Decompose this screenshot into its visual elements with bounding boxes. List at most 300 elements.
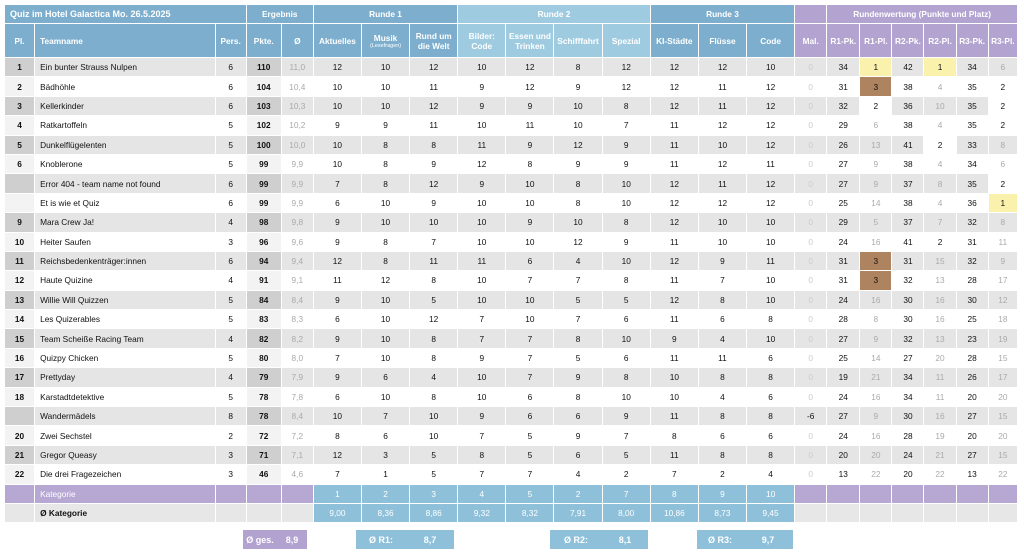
team-persons: 6 [215,174,246,193]
category-score: 5 [410,465,458,484]
team-persons: 3 [215,445,246,464]
category-title: KI-Städte [656,35,693,46]
round3-place: 20 [988,426,1017,445]
category-score: 2 [698,465,746,484]
round2-place: 4 [924,154,956,173]
round3-points: 20 [956,387,988,406]
category-score: 9 [458,348,506,367]
category-score: 7 [602,116,650,135]
round1-place: 22 [860,465,892,484]
round1-points: 24 [827,290,860,309]
team-persons: 5 [215,154,246,173]
round3-place: 2 [988,174,1017,193]
category-score: 8 [410,348,458,367]
col-platz: Pl. [5,24,35,58]
team-points: 99 [246,174,281,193]
team-average: 8,0 [281,348,313,367]
team-persons: 8 [215,407,246,426]
team-malus: 0 [795,135,827,154]
round2-place: 16 [924,310,956,329]
category-score: 6 [506,407,554,426]
category-score: 4 [554,251,602,270]
col-category-6 [554,24,602,58]
round1-points: 24 [827,387,860,406]
category-score: 10 [361,193,409,212]
round2-place: 21 [924,445,956,464]
round3-place: 2 [988,77,1017,96]
team-malus: 0 [795,271,827,290]
team-place: 1 [5,58,35,77]
table-row [5,232,1018,251]
round1-points: 29 [827,213,860,232]
category-score: 6 [361,368,409,387]
round1-points: 20 [827,445,860,464]
category-score: 8 [698,445,746,464]
category-score: 6 [602,310,650,329]
round2-place: 15 [924,251,956,270]
category-score: 11 [650,116,698,135]
category-score: 2 [602,465,650,484]
team-place: 14 [5,310,35,329]
team-average: 4,6 [281,465,313,484]
team-name: Zwei Sechstel [35,426,216,445]
category-score: 11 [650,135,698,154]
team-average: 8,3 [281,310,313,329]
category-score: 12 [458,154,506,173]
table-row [5,251,1018,270]
team-place [5,193,35,212]
round2-points: 37 [892,213,924,232]
summary-total-value: 8,9 [277,530,307,549]
team-malus: 0 [795,213,827,232]
avg-blank [827,503,860,522]
category-score: 12 [650,96,698,115]
category-score: 10 [458,213,506,232]
category-score: 8 [747,445,795,464]
round1-points: 27 [827,329,860,348]
table-row [5,135,1018,154]
table-row [5,271,1018,290]
round2-place: 8 [924,174,956,193]
team-points: 104 [246,77,281,96]
team-place: 13 [5,290,35,309]
category-score: 9 [458,407,506,426]
col-round-6: R3-Pl. [988,24,1017,58]
round1-place: 9 [860,329,892,348]
category-score: 7 [554,271,602,290]
category-score: 10 [554,116,602,135]
category-score: 7 [554,310,602,329]
category-score: 8 [602,368,650,387]
round2-place: 2 [924,232,956,251]
round3-place: 18 [988,310,1017,329]
category-score: 10 [313,77,361,96]
round2-place: 19 [924,426,956,445]
category-score: 8 [554,193,602,212]
category-score: 5 [554,348,602,367]
team-malus: 0 [795,116,827,135]
category-score: 8 [650,426,698,445]
team-average: 9,6 [281,232,313,251]
team-malus: 0 [795,465,827,484]
category-score: 7 [506,329,554,348]
category-score: 9 [458,174,506,193]
category-score: 12 [602,77,650,96]
category-score: 10 [361,96,409,115]
category-score: 6 [313,310,361,329]
category-score: 7 [650,465,698,484]
col-round-4: R2-Pl. [924,24,956,58]
category-score: 12 [410,96,458,115]
round2-place: 13 [924,329,956,348]
category-score: 10 [410,426,458,445]
summary-r3 [697,530,793,549]
summary-total-label: Ø ges. [243,530,277,549]
team-place: 15 [5,329,35,348]
category-score: 10 [602,387,650,406]
category-score: 12 [747,96,795,115]
category-score: 11 [650,271,698,290]
round2-place: 20 [924,348,956,367]
category-score: 9 [554,77,602,96]
category-score: 7 [410,232,458,251]
round3-place: 15 [988,445,1017,464]
round1-points: 32 [827,96,860,115]
kategorie-number: 1 [313,484,361,503]
category-score: 12 [650,290,698,309]
col-category-8 [650,24,698,58]
category-score: 9 [313,213,361,232]
round2-points: 31 [892,251,924,270]
category-score: 11 [506,116,554,135]
category-score: 12 [313,445,361,464]
category-score: 8 [554,329,602,348]
team-name: Mara Crew Ja! [35,213,216,232]
category-score: 8 [554,174,602,193]
table-row [5,348,1018,367]
team-persons: 4 [215,368,246,387]
category-score: 11 [698,77,746,96]
team-name: Haute Quizine [35,271,216,290]
round2-points: 20 [892,465,924,484]
team-malus: -6 [795,407,827,426]
round1-place: 21 [860,368,892,387]
round1-place: 1 [860,58,892,77]
team-place: 10 [5,232,35,251]
team-persons: 6 [215,77,246,96]
category-score: 12 [698,154,746,173]
team-name: Ein bunter Strauss Nulpen [35,58,216,77]
avg-blank [924,503,956,522]
round2-place: 16 [924,290,956,309]
category-score: 10 [458,116,506,135]
round2-points: 32 [892,271,924,290]
category-score: 7 [458,329,506,348]
team-persons: 5 [215,290,246,309]
category-title: Spezial [611,35,641,46]
category-score: 7 [361,407,409,426]
col-category-1 [313,24,361,58]
category-score: 4 [554,465,602,484]
team-place: 11 [5,251,35,270]
category-score: 10 [361,290,409,309]
category-score: 12 [698,116,746,135]
col-category-9 [698,24,746,58]
round3-place: 12 [988,290,1017,309]
round1-place: 6 [860,116,892,135]
table-row [5,96,1018,115]
round3-place: 15 [988,348,1017,367]
kategorie-blank [827,484,860,503]
category-score: 10 [602,329,650,348]
category-score: 8 [410,329,458,348]
runde3-header: Runde 3 [650,5,794,24]
category-score: 10 [313,96,361,115]
category-average: 8,00 [602,503,650,522]
team-average: 9,9 [281,174,313,193]
category-score: 10 [602,193,650,212]
category-score: 12 [313,251,361,270]
category-score: 8 [361,135,409,154]
table-row [5,193,1018,212]
team-malus: 0 [795,232,827,251]
round3-place: 2 [988,96,1017,115]
table-row [5,290,1018,309]
team-malus: 0 [795,290,827,309]
avg-blank [956,503,988,522]
team-malus: 0 [795,193,827,212]
col-teamname: Teamname [35,24,216,58]
category-score: 4 [698,329,746,348]
category-title: Rund um [415,30,452,41]
category-score: 9 [650,329,698,348]
team-malus: 0 [795,58,827,77]
round1-points: 19 [827,368,860,387]
category-score: 12 [650,193,698,212]
team-name: Team Scheiße Racing Team [35,329,216,348]
category-score: 10 [361,348,409,367]
summary-r1-label: Ø R1: [356,530,406,549]
category-score: 6 [698,426,746,445]
round1-place: 9 [860,407,892,426]
category-score: 10 [506,174,554,193]
col-round-3: R2-Pk. [892,24,924,58]
round3-place: 17 [988,368,1017,387]
round3-points: 33 [956,135,988,154]
category-score: 8 [698,290,746,309]
category-score: 8 [747,310,795,329]
category-score: 7 [313,465,361,484]
team-place: 6 [5,154,35,173]
round3-points: 32 [956,213,988,232]
category-score: 12 [650,213,698,232]
category-average: 7,91 [554,503,602,522]
category-score: 11 [650,445,698,464]
category-score: 10 [458,368,506,387]
category-score: 7 [506,271,554,290]
round3-points: 36 [956,193,988,212]
avg-blank [795,503,827,522]
kategorie-number: 10 [747,484,795,503]
category-score: 10 [361,213,409,232]
category-score: 9 [313,232,361,251]
category-score: 12 [650,77,698,96]
round2-place: 22 [924,465,956,484]
category-score: 9 [506,96,554,115]
round1-points: 34 [827,58,860,77]
category-score: 10 [602,174,650,193]
category-score: 11 [698,348,746,367]
category-score: 7 [506,465,554,484]
category-score: 10 [361,329,409,348]
category-score: 11 [458,251,506,270]
round3-points: 34 [956,154,988,173]
team-name: Kellerkinder [35,96,216,115]
team-malus: 0 [795,96,827,115]
category-score: 9 [410,154,458,173]
round1-place: 16 [860,387,892,406]
category-score: 7 [313,174,361,193]
col-punkte: Pkte. [246,24,281,58]
table-row [5,426,1018,445]
category-score: 10 [747,271,795,290]
team-malus: 0 [795,77,827,96]
team-place: 21 [5,445,35,464]
round2-points: 42 [892,58,924,77]
category-score: 9 [602,407,650,426]
round1-place: 3 [860,271,892,290]
round1-points: 28 [827,310,860,329]
category-subtitle: die Welt [417,40,450,51]
round1-place: 5 [860,213,892,232]
category-score: 8 [554,387,602,406]
category-score: 12 [698,193,746,212]
category-average: 9,45 [747,503,795,522]
team-malus: 0 [795,426,827,445]
mal-header-blank [795,5,827,24]
category-score: 8 [410,135,458,154]
category-score: 5 [554,290,602,309]
round2-points: 37 [892,174,924,193]
col-malus: Mal. [795,24,827,58]
kategorie-number: 9 [698,484,746,503]
category-score: 6 [747,348,795,367]
category-score: 10 [313,154,361,173]
category-score: 5 [506,426,554,445]
round2-points: 32 [892,329,924,348]
category-score: 9 [698,251,746,270]
summary-r3-value: 9,7 [743,530,793,549]
category-score: 6 [313,387,361,406]
category-score: 10 [650,368,698,387]
team-malus: 0 [795,445,827,464]
round2-points: 24 [892,445,924,464]
round1-place: 8 [860,310,892,329]
team-average: 7,2 [281,426,313,445]
table-row [5,174,1018,193]
category-score: 8 [602,271,650,290]
category-score: 11 [410,251,458,270]
category-score: 10 [313,407,361,426]
round1-place: 16 [860,232,892,251]
category-score: 10 [506,290,554,309]
team-points: 71 [246,445,281,464]
category-score: 10 [506,310,554,329]
team-average: 8,4 [281,407,313,426]
round1-points: 31 [827,251,860,270]
category-score: 11 [650,348,698,367]
category-score: 8 [554,58,602,77]
kategorie-blank [892,484,924,503]
team-place: 16 [5,348,35,367]
team-place [5,174,35,193]
team-persons: 4 [215,213,246,232]
round3-points: 25 [956,310,988,329]
team-points: 72 [246,426,281,445]
team-average: 10,3 [281,96,313,115]
col-round-5: R3-Pk. [956,24,988,58]
team-average: 10,0 [281,135,313,154]
category-score: 10 [747,329,795,348]
team-place: 12 [5,271,35,290]
category-score: 12 [747,135,795,154]
kategorie-blank [924,484,956,503]
team-place: 5 [5,135,35,154]
round3-points: 27 [956,407,988,426]
category-score: 5 [602,445,650,464]
team-place: 17 [5,368,35,387]
kategorie-number: 2 [554,484,602,503]
round3-place: 22 [988,465,1017,484]
category-score: 10 [458,58,506,77]
category-score: 5 [410,445,458,464]
team-name: Reichsbedenkenträger:innen [35,251,216,270]
ergebnis-header: Ergebnis [246,5,313,24]
category-score: 6 [747,426,795,445]
table-row [5,387,1018,406]
category-score: 11 [747,251,795,270]
round1-place: 2 [860,96,892,115]
round2-place: 4 [924,193,956,212]
category-score: 6 [602,348,650,367]
category-score: 9 [554,368,602,387]
team-average: 7,9 [281,368,313,387]
category-score: 12 [747,116,795,135]
round3-place: 19 [988,329,1017,348]
team-points: 83 [246,310,281,329]
category-score: 10 [361,58,409,77]
team-malus: 0 [795,154,827,173]
round1-points: 25 [827,193,860,212]
team-persons: 6 [215,193,246,212]
team-persons: 3 [215,232,246,251]
team-points: 78 [246,387,281,406]
category-score: 9 [313,290,361,309]
team-average: 11,0 [281,58,313,77]
team-persons: 2 [215,426,246,445]
category-score: 7 [458,310,506,329]
category-score: 6 [506,251,554,270]
round1-points: 27 [827,174,860,193]
round1-points: 26 [827,135,860,154]
category-score: 3 [361,445,409,464]
team-points: 99 [246,154,281,173]
round1-place: 3 [860,77,892,96]
round2-place: 13 [924,271,956,290]
round3-points: 31 [956,232,988,251]
round3-place: 6 [988,58,1017,77]
round1-place: 3 [860,251,892,270]
